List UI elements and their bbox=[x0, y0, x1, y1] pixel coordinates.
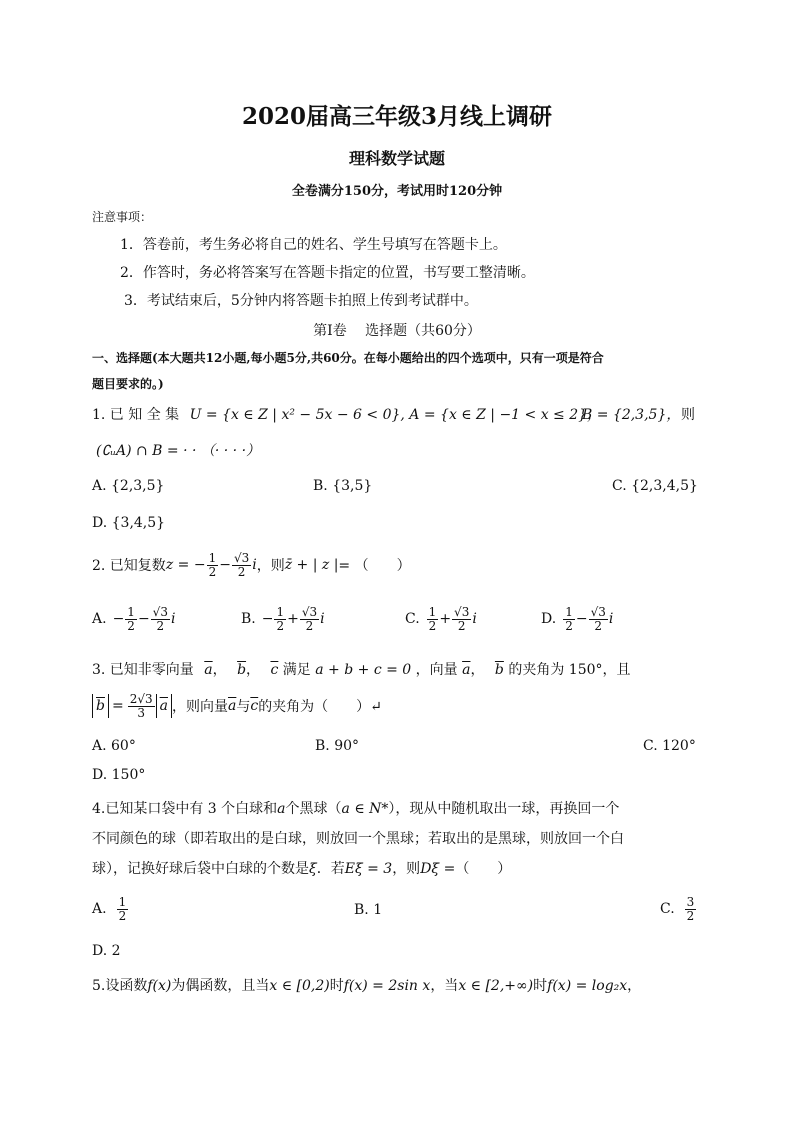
q2-ask: = （ ） bbox=[338, 558, 411, 575]
q2-stem-suffix: ，则 bbox=[256, 558, 285, 575]
notice-item-1: 1．答卷前，考生务必将自己的姓名、学生号填写在答题卡上。 bbox=[120, 237, 507, 253]
section-instruction-line2: 题目要求的。) bbox=[92, 377, 164, 391]
q1-stem-line1 bbox=[92, 404, 601, 424]
section-title: 第Ⅰ卷 选择题（共60分） bbox=[313, 323, 481, 339]
q1-option-b: B. {3,5} bbox=[313, 478, 373, 494]
q3-stem-line2: $\overline{b}$ = $\frac{2√3}{3}$ $\overline{a}$ ，则向量 $\overline{a}$ 与 $\overline{c}$ 的夹角为（ ）↵ bbox=[92, 693, 382, 719]
q3-option-b: B. 90° bbox=[315, 738, 360, 754]
notice-item-3: 3．考试结束后，5分钟内将答题卡拍照上传到考试群中。 bbox=[124, 293, 478, 309]
q2-option-a: A. − $\frac{1}{2}$ − $\frac{√3}{2}$ i bbox=[92, 605, 176, 633]
q1-option-a: A. {2,3,5} bbox=[92, 478, 165, 494]
q2-option-b: B. − $\frac{1}{2}$ + $\frac{√3}{2}$ i bbox=[241, 605, 325, 633]
q4-line1: 4.已知某口袋中有 3 个白球和a个黑球（a ∈ N*），现从中随机取出一球，再换回一个 bbox=[92, 801, 620, 817]
q3-stem-line1: 3. 已知非零向量 $\overline{a}$， $\overline{b}$， $\overline{c}$ 满足 a + b + c = 0 ，向量 $\overline{a}$， $\overline{b}$ 的夹角为 150°，且 bbox=[92, 662, 631, 678]
q2-option-c: C. $\frac{1}{2}$ + $\frac{√3}{2}$ i bbox=[405, 605, 477, 633]
exam-info: 全卷满分150分，考试用时120分钟 bbox=[291, 184, 503, 199]
q2-z-label: z = − bbox=[165, 557, 206, 574]
q1-stem-prefix: 1. 已 知 全 集 bbox=[92, 407, 180, 423]
q3-option-c: C. 120° bbox=[643, 738, 696, 754]
q2-option-d: D. $\frac{1}{2}$ − $\frac{√3}{2}$ i bbox=[541, 605, 614, 633]
q3-option-a: A. 60° bbox=[92, 738, 136, 754]
q4-option-d: D. 2 bbox=[92, 943, 121, 959]
exam-subtitle: 理科数学试题 bbox=[348, 149, 445, 168]
exam-title: 2020届高三年级3月线上调研 bbox=[241, 103, 553, 130]
q1-stem-suffix: 则 bbox=[681, 407, 695, 423]
q4-line3: 球），记换好球后袋中白球的个数是ξ．若Eξ = 3，则Dξ =（ ） bbox=[92, 861, 512, 877]
q1-option-c: C. {2,3,4,5} bbox=[612, 478, 698, 494]
q4-option-a: A. $\frac{1}{2}$ bbox=[92, 895, 127, 923]
q4-option-b: B. 1 bbox=[354, 902, 383, 918]
q4-line2: 不同颜色的球（即若取出的是白球，则放回一个黑球；若取出的是黑球，则放回一个白 bbox=[92, 831, 624, 847]
section-instruction-line1: 一、选择题(本大题共12小题,每小题5分,共60分。在每小题给出的四个选项中，只有一项是符合 bbox=[92, 351, 604, 365]
q2-term2: $\frac{√3}{2}$ bbox=[233, 551, 250, 579]
q2-expr: z̄ + | z | bbox=[284, 557, 339, 574]
notice-heading: 注意事项： bbox=[92, 210, 153, 224]
q3-option-d: D. 150° bbox=[92, 767, 146, 783]
q5-line1: 5.设函数f(x)为偶函数，且当x ∈ [0,2)时f(x) = 2sin x，当x ∈ [2,+∞)时f(x) = log₂x， bbox=[92, 978, 642, 994]
notice-item-2: 2．作答时，务必将答案写在答题卡指定的位置，书写要工整清晰。 bbox=[120, 265, 535, 281]
q1-stem-line2: (∁ᵤA) ∩ B = · · （· · · ·） bbox=[96, 443, 261, 459]
q2-stem-prefix: 2. 已知复数 bbox=[92, 558, 166, 575]
q1-formula-b: B = {2,3,5}， bbox=[582, 407, 681, 423]
q2-stem: 2. 已知复数 z = − $\frac{1}{2}$ − $\frac{√3}{2}$ i ，则 z̄ + | z | = （ ） bbox=[92, 551, 411, 579]
q4-option-c: C. $\frac{3}{2}$ bbox=[660, 895, 695, 923]
q1-formula-u: U = {x ∈ Z | x² − 5x − 6 < 0}, A = {x ∈ Z | −1 < x ≤ 2}， bbox=[189, 407, 602, 423]
q1-option-d: D. {3,4,5} bbox=[92, 515, 166, 531]
q2-term1: $\frac{1}{2}$ bbox=[208, 551, 217, 579]
